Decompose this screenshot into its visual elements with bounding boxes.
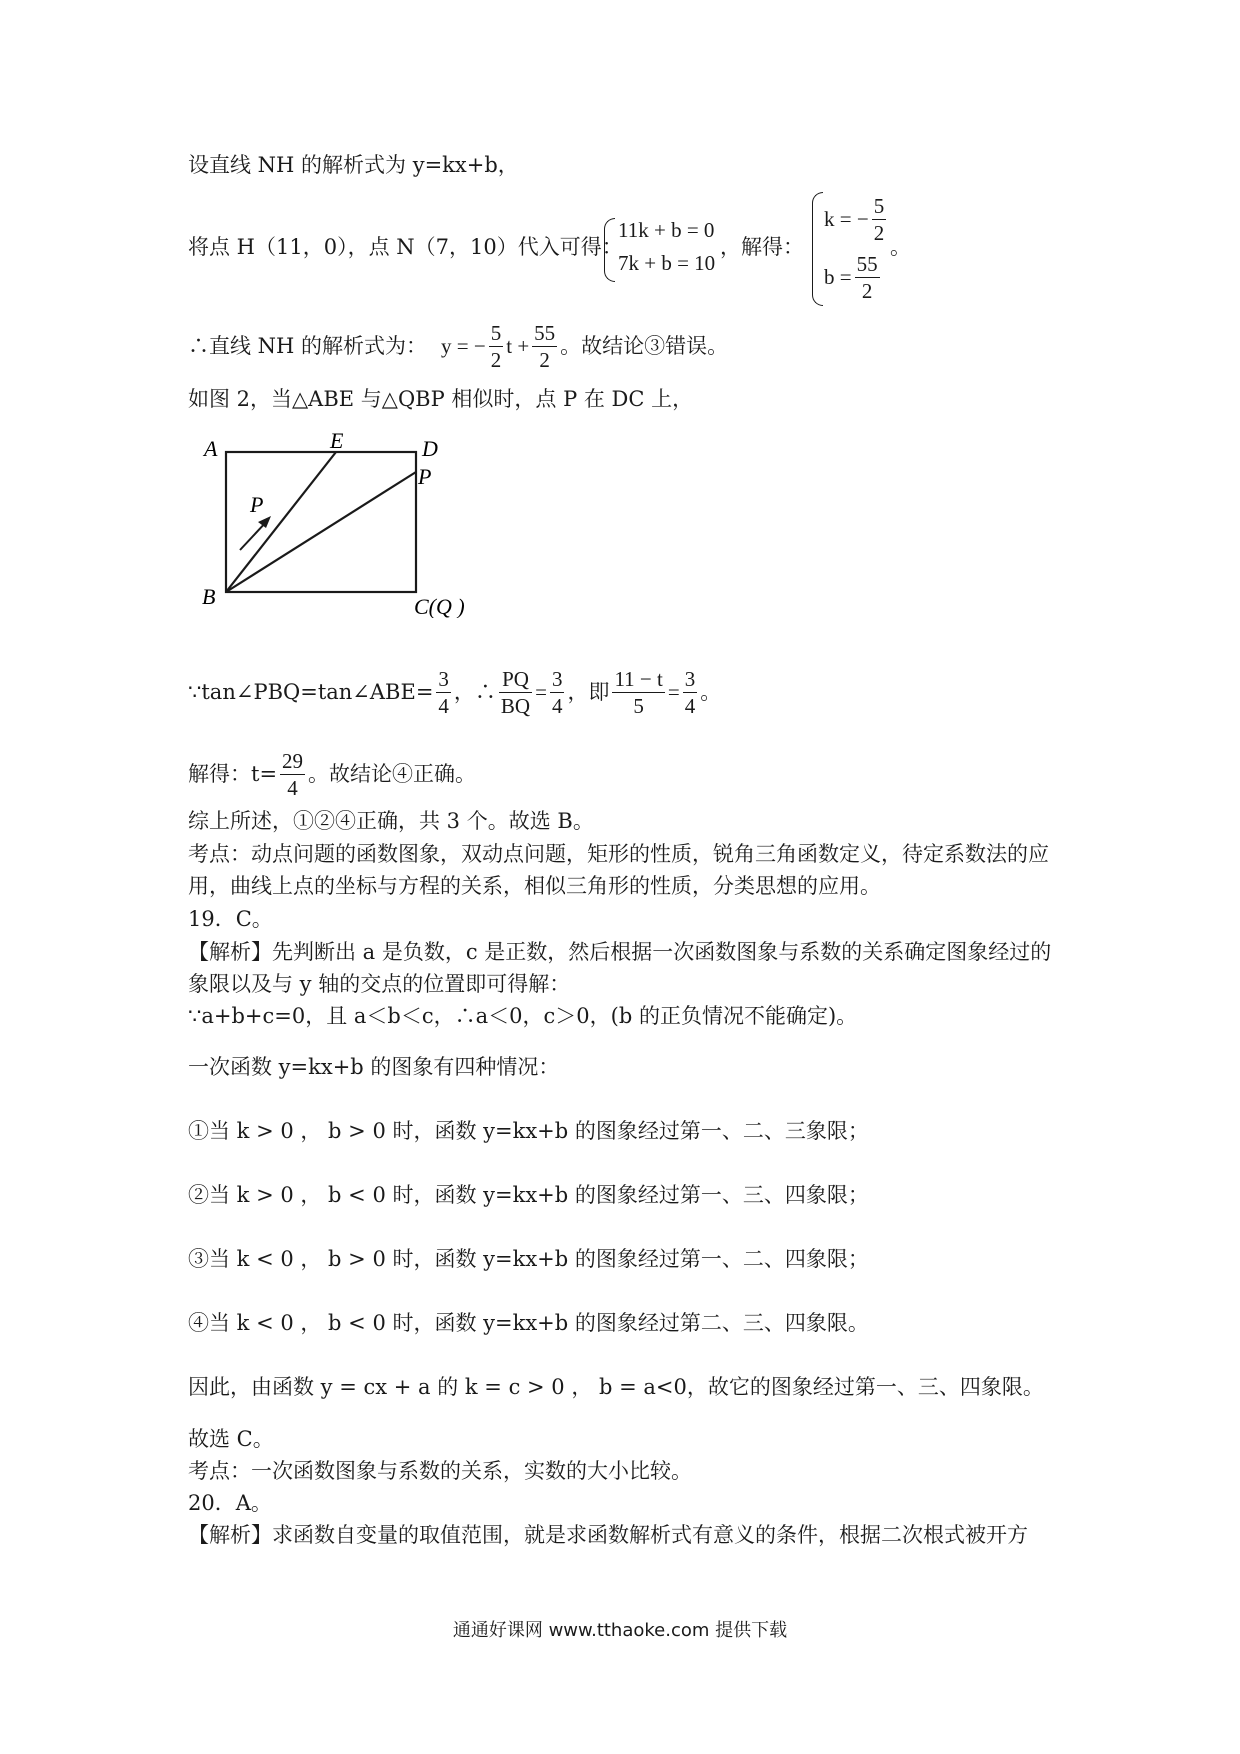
text-line-21: 【解析】求函数自变量的取值范围，就是求函数解析式有意义的条件，根据二次根式被开方 (188, 1523, 1028, 1547)
rectangle-abcd (226, 452, 416, 592)
system-2-row-2: b = $\frac{55}{2}$ (824, 251, 878, 303)
fraction: $\frac{3}{4}$ (438, 666, 449, 718)
label-c-q: C(Q ) (414, 594, 465, 618)
fraction: $\frac{55}{2}$ (534, 320, 556, 372)
text-line-1: 设直线 NH 的解析式为 y=kx+b， (188, 153, 519, 177)
text-line-4: 如图 2，当△ABE 与△QBP 相似时，点 P 在 DC 上， (188, 387, 694, 411)
arrow-head-icon (258, 516, 271, 528)
fraction: $\frac{3}{4}$ (684, 666, 696, 718)
text-line-8: 考点：动点问题的函数图象，双动点问题，矩形的性质，锐角三角函数定义，待定系数法的应用，曲线上点的坐标与方程的关系，相似三角形的性质，分类思想的应用。 (188, 842, 1049, 898)
segment-be (226, 452, 336, 592)
label-d: D (422, 436, 438, 461)
label-e: E (330, 432, 344, 453)
case-line-1: ①当 k > 0 ， b > 0 时，函数 y=kx+b 的图象经过第一、二、三象限； (188, 1119, 869, 1143)
fraction: $\frac{5}{2}$ (873, 193, 885, 245)
equation-system-2 (824, 190, 889, 306)
text-line-7: 综上所述，①②④正确，共 3 个。故选 B。 (188, 809, 594, 833)
text-line-10: 【解析】先判断出 a 是负数，c 是正数，然后根据一次函数图象与系数的关系确定图象经过的象限以及与 y 轴的交点的位置即可得解： (188, 940, 1052, 996)
text-line-5: ∵tan∠PBQ=tan∠ABE= $\frac{3}{4}$ ，∴ $\frac{PQ}{BQ}$ = $\frac{3}{4}$ ，即 $\frac{11 - t}{5}$ = $\frac{3}{4}$ 。 (188, 666, 722, 718)
system-brace-1 (604, 218, 615, 282)
case-line-2: ②当 k > 0 ， b < 0 时，函数 y=kx+b 的图象经过第一、三、四象限； (188, 1183, 869, 1207)
equation-system-1 (618, 214, 715, 280)
fraction: $\frac{5}{2}$ (490, 320, 502, 372)
geometry-figure (196, 432, 496, 618)
text-line-2-middle: ，解得： (720, 235, 804, 259)
text-line-11: ∵a+b+c=0，且 a＜b＜c，∴a＜0，c＞0，(b 的正负情况不能确定)。 (188, 1004, 858, 1028)
system-1-row-1: 11k + b = 0 (618, 218, 715, 242)
label-p-moving: P (250, 492, 264, 517)
fraction: $\frac{29}{4}$ (282, 748, 304, 800)
fraction: $\frac{3}{4}$ (551, 666, 563, 718)
text-line-6: 解得：t= $\frac{29}{4}$ 。故结论④正确。 (188, 748, 477, 800)
system-brace-2 (812, 192, 823, 306)
text-line-3: ∴直线 NH 的解析式为： y = − $\frac{5}{2}$ t + $\frac{55}{2}$ 。故结论③错误。 (188, 320, 729, 372)
fraction: $\frac{PQ}{BQ}$ (500, 666, 531, 718)
label-p-on-dc: P (418, 464, 432, 489)
label-b: B (202, 584, 216, 609)
text-line-2-prefix: 将点 H（11，0），点 N（7，10）代入可得： (188, 235, 623, 259)
case-line-3: ③当 k < 0 ， b > 0 时，函数 y=kx+b 的图象经过第一、二、四象限； (188, 1247, 869, 1271)
text-line-2-suffix: 。 (890, 235, 911, 259)
text-line-9: 19．C。 (188, 907, 273, 931)
text-line-12: 一次函数 y=kx+b 的图象有四种情况： (188, 1055, 560, 1079)
system-1-row-2: 7k + b = 10 (618, 251, 716, 275)
text-line-18: 故选 C。 (188, 1427, 274, 1451)
text-line-19: 考点：一次函数图象与系数的关系，实数的大小比较。 (188, 1459, 692, 1483)
text-line-20: 20．A。 (188, 1491, 272, 1515)
label-a: A (204, 436, 218, 461)
fraction: $\frac{11 - t}{5}$ (614, 666, 663, 718)
footer-source-text: 通通好课网 www.tthaoke.com 提供下载 (452, 1620, 788, 1641)
segment-bp (226, 472, 416, 592)
system-2-row-1: k = − $\frac{5}{2}$ (824, 193, 885, 245)
fraction: $\frac{55}{2}$ (856, 251, 878, 303)
text-line-17: 因此，由函数 y = cx + a 的 k = c > 0 ， b = a<0，故它的图象经过第一、三、四象限。 (188, 1375, 1044, 1399)
case-line-4: ④当 k < 0 ， b < 0 时，函数 y=kx+b 的图象经过第二、三、四象限。 (188, 1311, 869, 1335)
